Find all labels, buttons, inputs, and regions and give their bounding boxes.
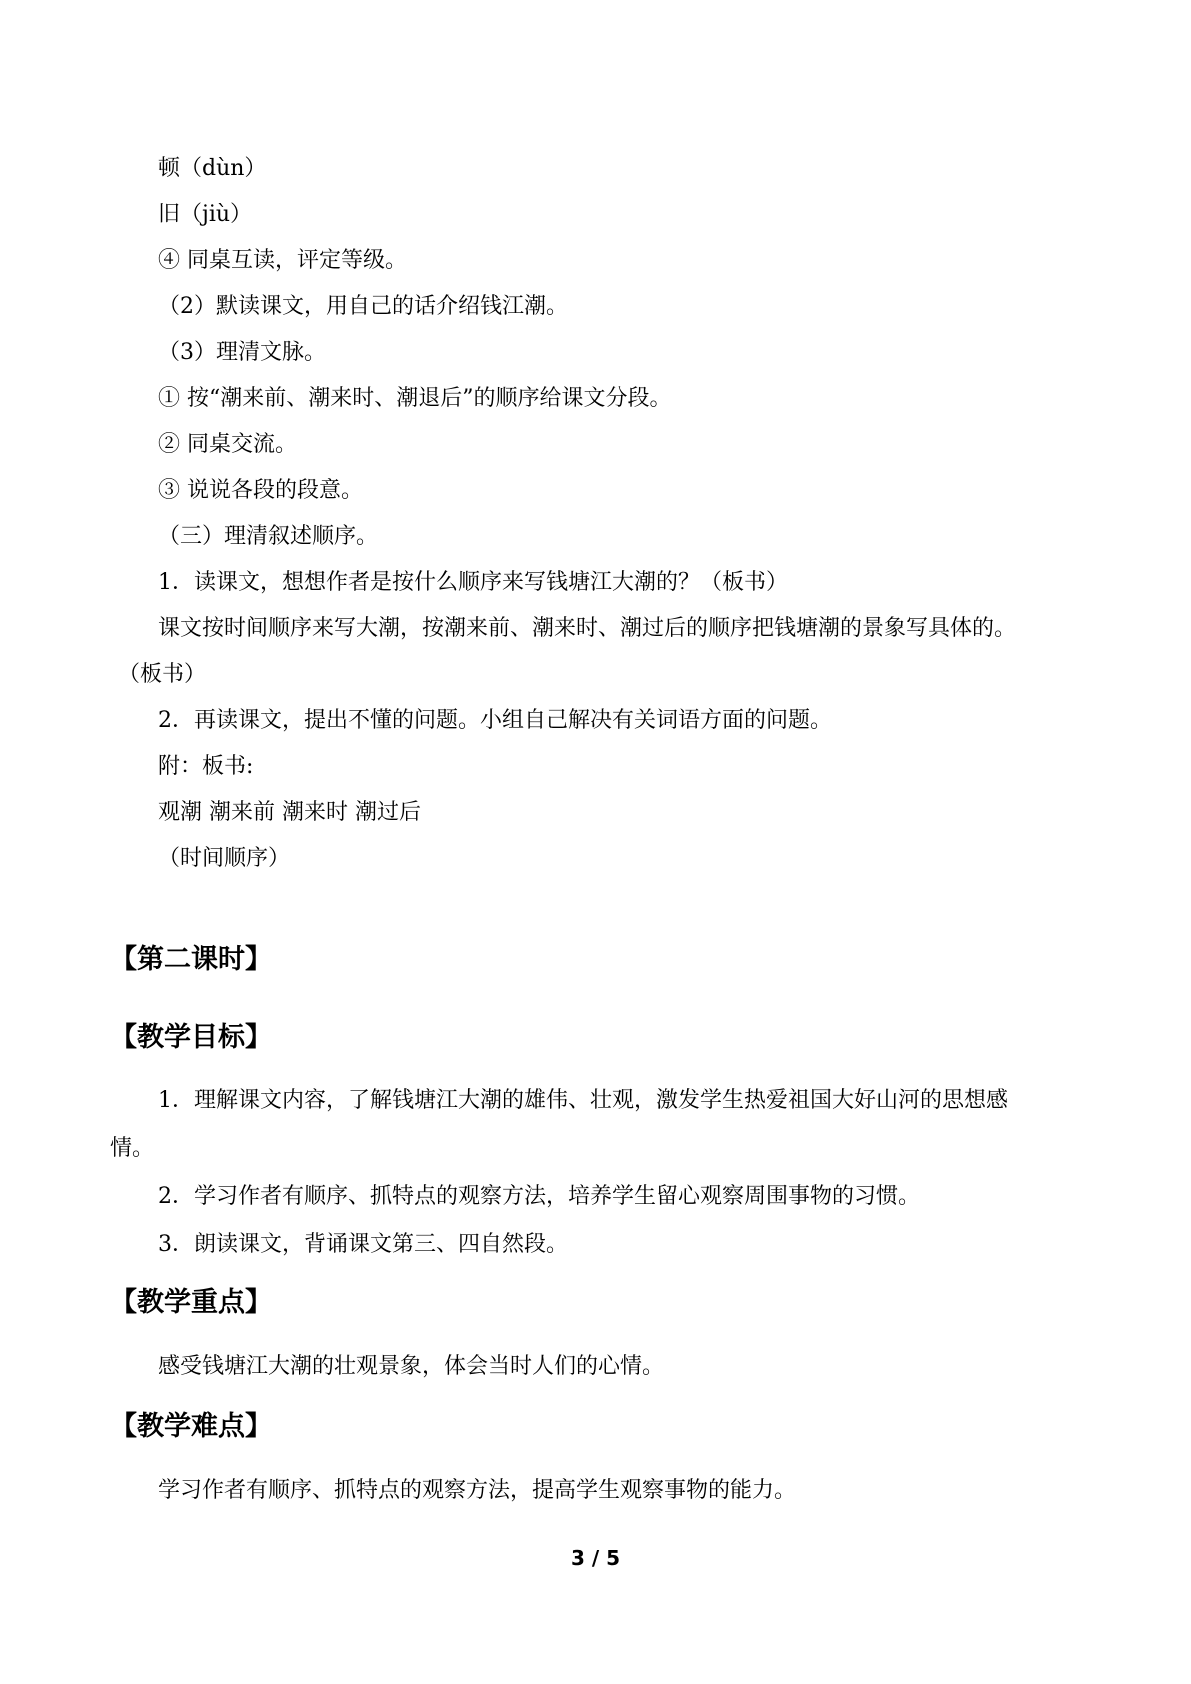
step-item-1: ① 按“潮来前、潮来时、潮退后”的顺序给课文分段。 [158,386,672,411]
blackboard-note: （时间顺序） [158,846,291,871]
question-2: 2．再读课文，提出不懂的问题。小组自己解决有关词语方面的问题。 [158,708,832,733]
key-points-heading: 【教学重点】 [110,1287,272,1318]
objective-1-line-1: 1．理解课文内容，了解钱塘江大潮的雄伟、壮观，激发学生热爱祖国大好山河的思想感 [158,1088,1008,1113]
difficulties-text: 学习作者有顺序、抓特点的观察方法，提高学生观察事物的能力。 [158,1478,797,1503]
question-1: 1．读课文，想想作者是按什么顺序来写钱塘江大潮的？（板书） [158,570,788,595]
substep-3: （3）理清文脉。 [158,340,326,365]
pinyin-line-dun: 顿（dùn） [158,156,267,181]
step-item-2: ② 同桌交流。 [158,432,297,457]
key-points-text: 感受钱塘江大潮的壮观景象，体会当时人们的心情。 [158,1354,665,1379]
objective-1-line-2: 情。 [110,1136,155,1161]
section-three-title: （三）理清叙述顺序。 [158,524,379,549]
step-item-4: ④ 同桌互读，评定等级。 [158,248,407,273]
lesson-heading: 【第二课时】 [110,944,272,975]
answer-paragraph-line-1: 课文按时间顺序来写大潮，按潮来前、潮来时、潮过后的顺序把钱塘潮的景象写具体的。 [158,616,1017,641]
step-item-3: ③ 说说各段的段意。 [158,478,363,503]
answer-paragraph-line-2: （板书） [118,662,207,687]
objectives-heading: 【教学目标】 [110,1022,272,1053]
pinyin-line-jiu: 旧（jiù） [158,202,253,227]
objective-2: 2．学习作者有顺序、抓特点的观察方法，培养学生留心观察周围事物的习惯。 [158,1184,920,1209]
blackboard-content: 观潮 潮来前 潮来时 潮过后 [158,800,421,825]
objective-3: 3．朗读课文，背诵课文第三、四自然段。 [158,1232,568,1257]
substep-2: （2）默读课文，用自己的话介绍钱江潮。 [158,294,568,319]
difficulties-heading: 【教学难点】 [110,1411,272,1442]
blackboard-label: 附：板书: [158,754,254,779]
page-number: 3 / 5 [570,1546,621,1570]
